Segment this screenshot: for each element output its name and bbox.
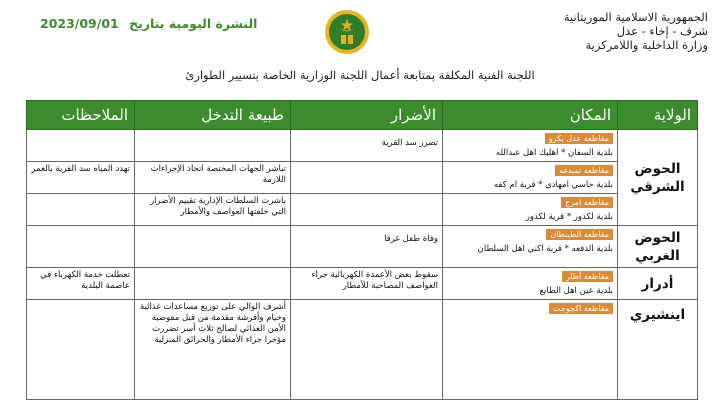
place-text: بلدية لكدور * قرية لكدور <box>525 212 613 222</box>
intervention-cell <box>135 268 291 300</box>
notes-cell: تهدد المياه سد القرية بالغمر <box>27 162 135 194</box>
bulletin-title <box>40 16 257 31</box>
wilaya-cell: أدرار <box>618 268 698 300</box>
notes-cell <box>27 226 135 268</box>
col-damage: الأضرار <box>291 101 443 130</box>
ministry-line: شرف - إخاء - عدل <box>616 24 708 38</box>
national-emblem-icon <box>323 8 371 56</box>
ministry-line: الجمهورية الاسلامية الموريتانية <box>563 10 708 24</box>
notes-cell <box>27 300 135 400</box>
col-notes: الملاحظات <box>27 101 135 130</box>
intervention-cell: تباشر الجهات المختصة اتخاذ الإجراءات اللازمة <box>135 162 291 194</box>
ministry-line: وزارة الداخلية واللامركزية <box>585 38 708 52</box>
notes-cell: تعطلت خدمة الكهرباء في عاصمة البلدية <box>27 268 135 300</box>
damage-cell <box>291 226 443 268</box>
notes-cell <box>27 194 135 226</box>
intervention-cell <box>135 226 291 268</box>
place-text: بلدية حاسي امهادي * قرية ام كفه <box>493 180 613 190</box>
muqataa-label: مقاطعة عدل بكرو <box>545 133 613 144</box>
wilaya-cell: الحوض الغربي <box>618 226 698 268</box>
damage-cell: سقوط بعض الأعمدة الكهربائية جراء العواصف المصاحبة للأمطار <box>291 268 443 300</box>
intervention-cell: باشرت السلطات الإدارية تقييم الأضرار التي خلفتها العواصف والأمطار <box>135 194 291 226</box>
muqataa-label: مقاطعة اكجوجت <box>549 303 613 314</box>
place-cell <box>443 226 618 268</box>
muqataa-label: مقاطعة أطار <box>562 271 613 282</box>
place-text: بلدية الدفعه * قرية اكني اهل السلطان <box>477 244 613 254</box>
intervention-cell <box>135 130 291 162</box>
damage-cell <box>291 130 443 162</box>
place-cell <box>443 268 618 300</box>
damage-cell <box>291 162 443 194</box>
place-text: بلدية السفان * اهليك اهل عبدالله <box>495 148 613 158</box>
wilaya-cell: الحوض الشرقي <box>618 130 698 226</box>
ministry-header <box>488 10 708 52</box>
table-row <box>27 130 698 162</box>
table-row <box>27 268 698 300</box>
damage-text: تضرر سد القرية <box>381 138 438 148</box>
table-row <box>27 162 698 194</box>
table-row <box>27 226 698 268</box>
place-cell <box>443 130 618 162</box>
col-place: المكان <box>443 101 618 130</box>
emergency-report-table <box>26 100 698 400</box>
table-header-row <box>27 101 698 130</box>
muqataa-label: مقاطعة امرج <box>561 197 613 208</box>
table-row <box>27 300 698 400</box>
place-text: بلدية عين اهل الطايع <box>539 286 613 296</box>
place-cell <box>443 162 618 194</box>
muqataa-label: مقاطعة تمبدغه <box>555 165 613 176</box>
muqataa-label: مقاطعة الطينطان <box>546 229 613 240</box>
intervention-cell: أشرف الوالي على توزيع مساعدات غذائية وخيام وأفرشة مقدمة من قبل مفوضية الأمن الغذائي لصالح ثلاث أسر تضررت مؤخرا جراء الأمطار والحرائق المنزلية <box>135 300 291 400</box>
bulletin-label: النشرة اليومية بتاريخ <box>129 16 258 31</box>
report-subtitle: اللجنة الفنية المكلفة بمتابعة أعمال اللجنة الوزارية الخاصة بتسيير الطوارئ <box>185 68 535 82</box>
notes-cell <box>27 130 135 162</box>
table-row <box>27 194 698 226</box>
place-cell <box>443 194 618 226</box>
damage-text: وفاة طفل غرقا <box>384 234 438 244</box>
damage-cell <box>291 194 443 226</box>
bulletin-date: 2023/09/01 <box>40 16 119 31</box>
col-intervention: طبيعة التدخل <box>135 101 291 130</box>
place-cell <box>443 300 618 400</box>
wilaya-cell: اينشيري <box>618 300 698 400</box>
col-wilaya: الولاية <box>618 101 698 130</box>
damage-cell <box>291 300 443 400</box>
